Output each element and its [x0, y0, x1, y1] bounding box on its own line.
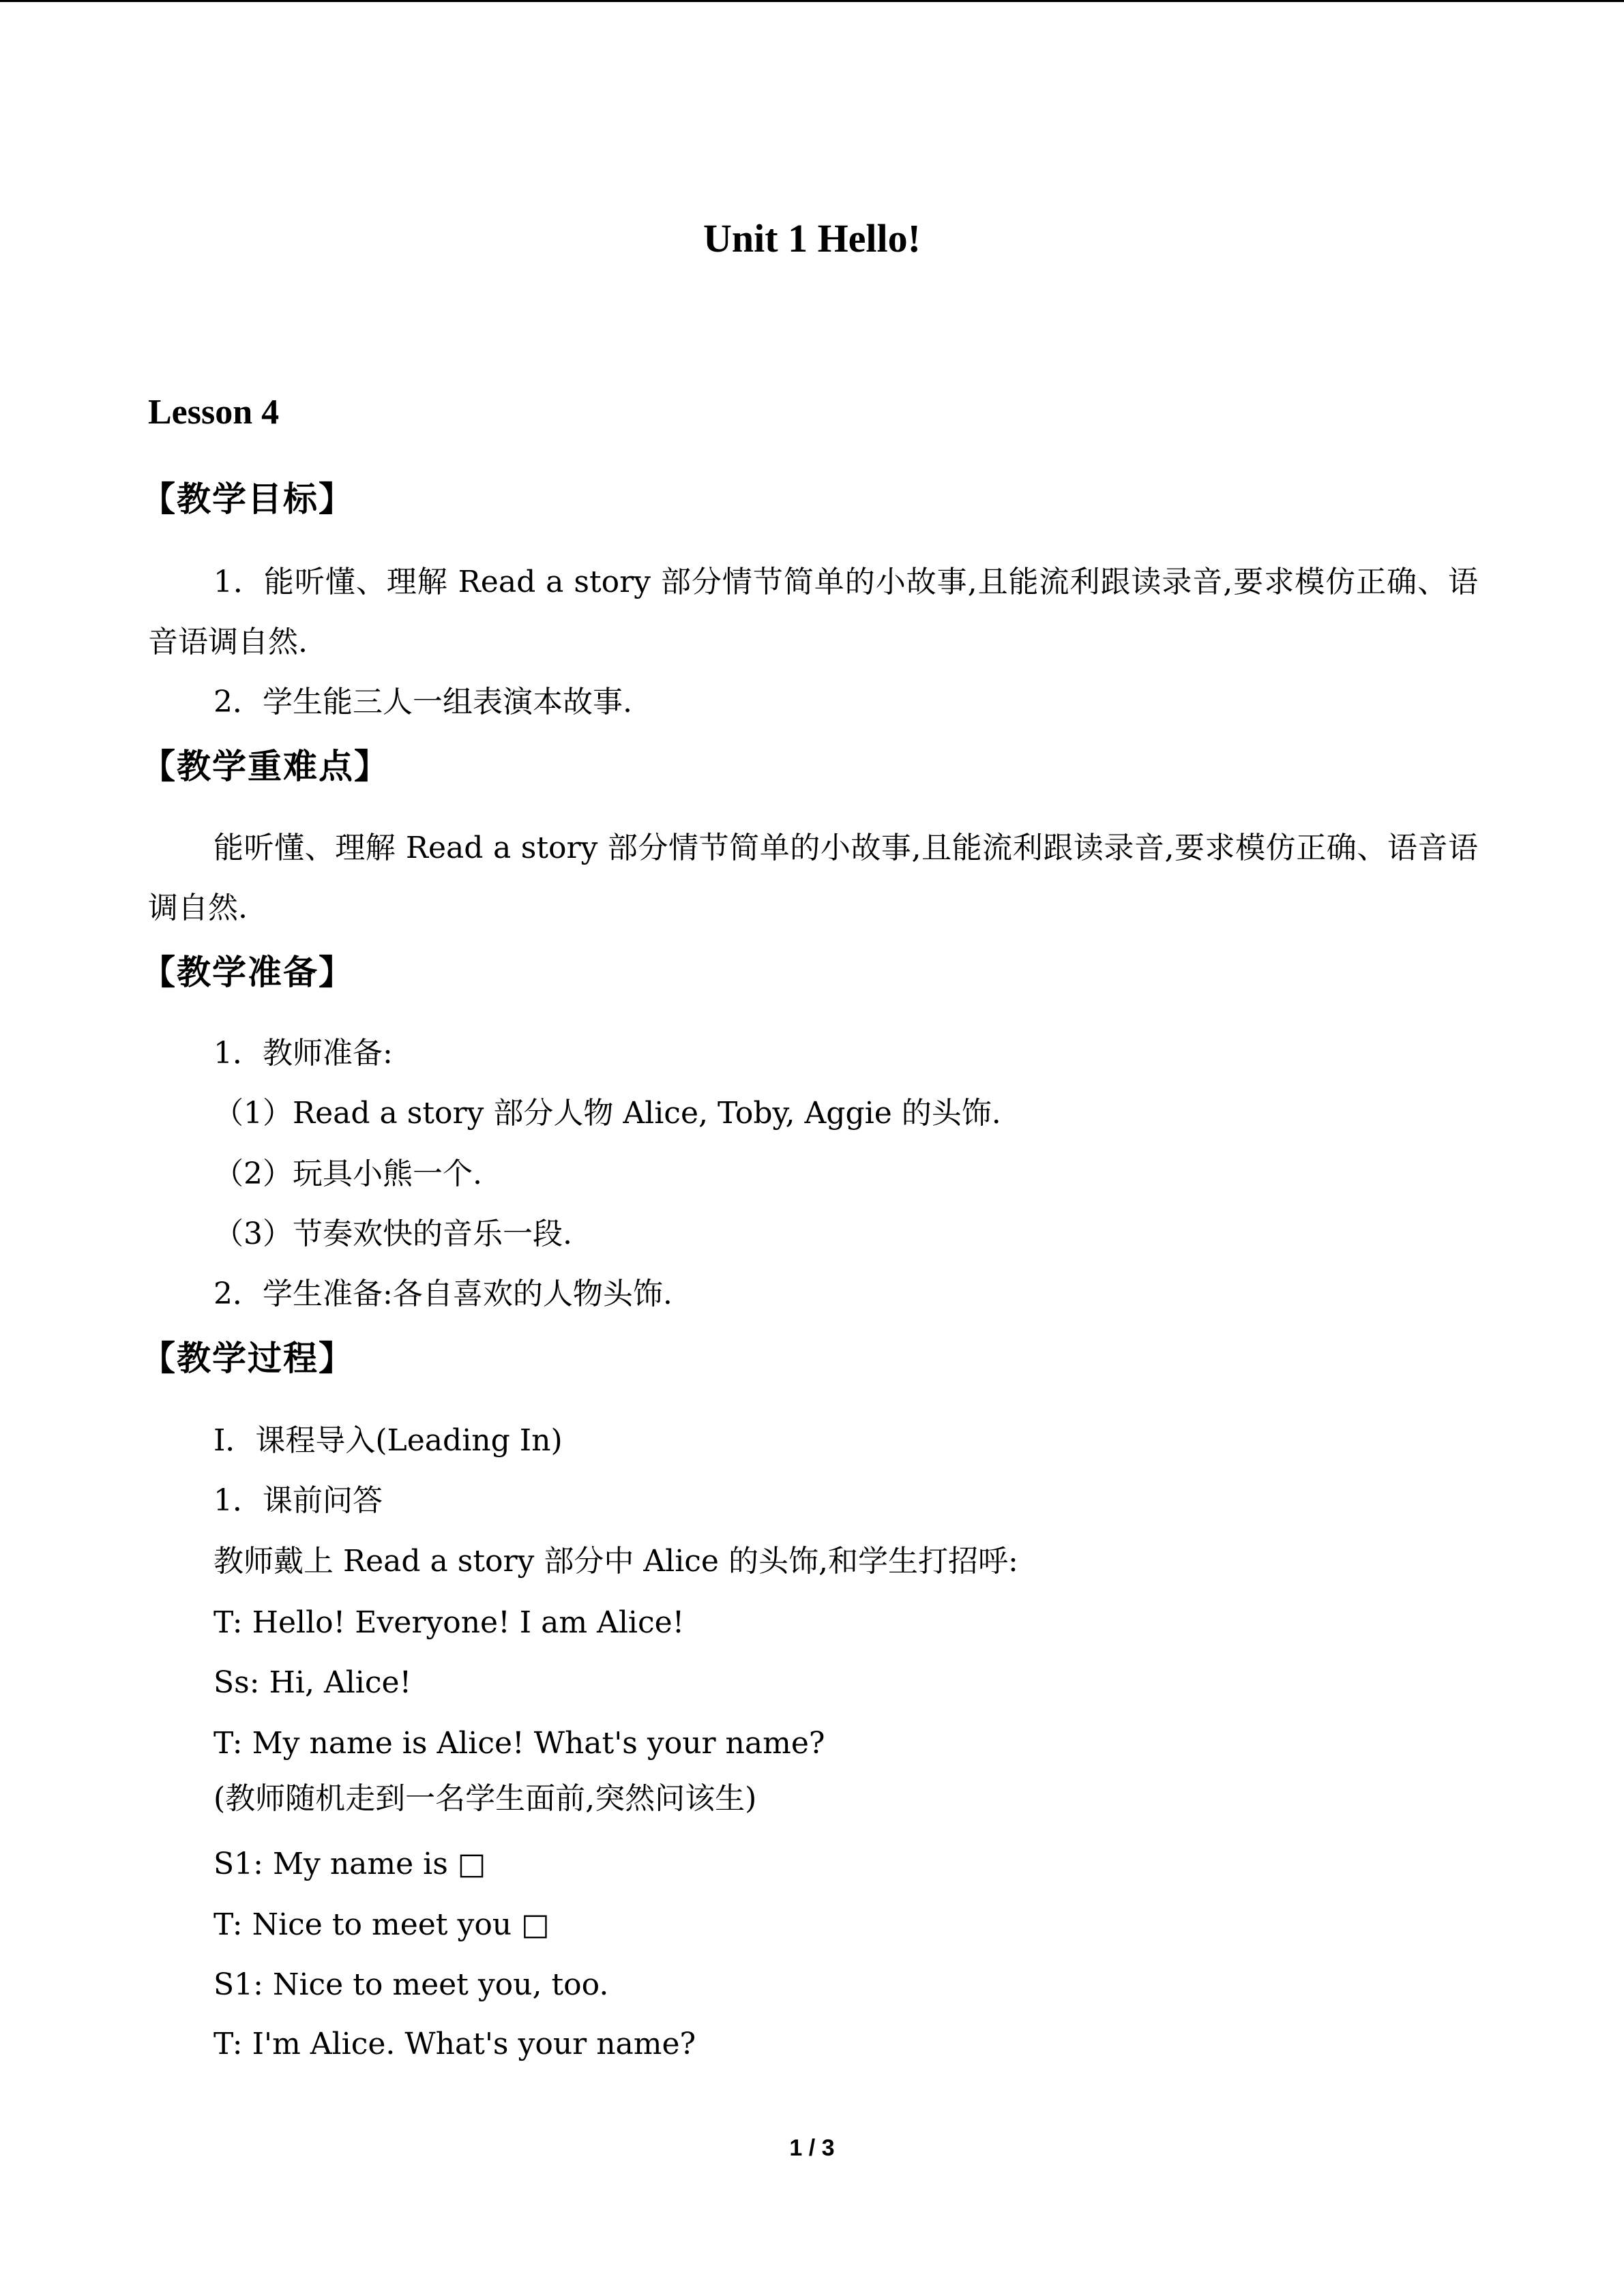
objective-item-2: 2．学生能三人一组表演本故事.: [213, 685, 632, 719]
preparation-student: 2．学生准备:各自喜欢的人物头饰.: [213, 1277, 673, 1311]
dialogue-line: (教师随机走到一名学生面前,突然问该生): [213, 1781, 757, 1816]
preparation-heading: 【教学准备】: [141, 953, 354, 992]
key-points-text: 能听懂、理解 Read a story 部分情节简单的小故事,且能流利跟读录音,要求模仿正确、语音语调自然.: [148, 831, 1478, 925]
preparation-sub-1: （1）Read a story 部分人物 Alice, Toby, Aggie 的头饰.: [213, 1096, 1001, 1131]
dialogue-line: S1: My name is □: [213, 1847, 486, 1881]
dialogue-line: T: Nice to meet you □: [213, 1907, 550, 1942]
preparation-sub-2: （2）玩具小熊一个.: [213, 1157, 482, 1191]
dialogue-line: S1: Nice to meet you, too.: [213, 1967, 609, 2002]
preparation-sub-3: （3）节奏欢快的音乐一段.: [213, 1217, 572, 1251]
preparation-teacher: 1．教师准备:: [213, 1036, 393, 1071]
dialogue-line: T: I'm Alice. What's your name?: [213, 2027, 696, 2061]
dialogue-line: T: Hello! Everyone! I am Alice!: [213, 1605, 685, 1640]
dialogue-line: T: My name is Alice! What's your name?: [213, 1726, 825, 1761]
process-intro: 教师戴上 Read a story 部分中 Alice 的头饰,和学生打招呼:: [213, 1544, 1018, 1579]
dialogue-line: Ss: Hi, Alice!: [213, 1665, 412, 1700]
key-points-heading: 【教学重难点】: [141, 747, 389, 786]
document-title: Unit 1 Hello!: [703, 216, 921, 260]
page-top-border: [0, 0, 1624, 5]
process-step-1: Ⅰ．课程导入(Leading In): [213, 1423, 563, 1458]
objective-item-1: 1．能听懂、理解 Read a story 部分情节简单的小故事,且能流利跟读录音,要求模仿正确、语音语调自然.: [148, 565, 1478, 659]
process-sub-1: 1．课前问答: [213, 1483, 383, 1518]
objectives-heading: 【教学目标】: [141, 479, 354, 519]
lesson-heading: Lesson 4: [148, 393, 280, 432]
page-number: 1 / 3: [789, 2135, 835, 2161]
process-heading: 【教学过程】: [141, 1339, 354, 1378]
